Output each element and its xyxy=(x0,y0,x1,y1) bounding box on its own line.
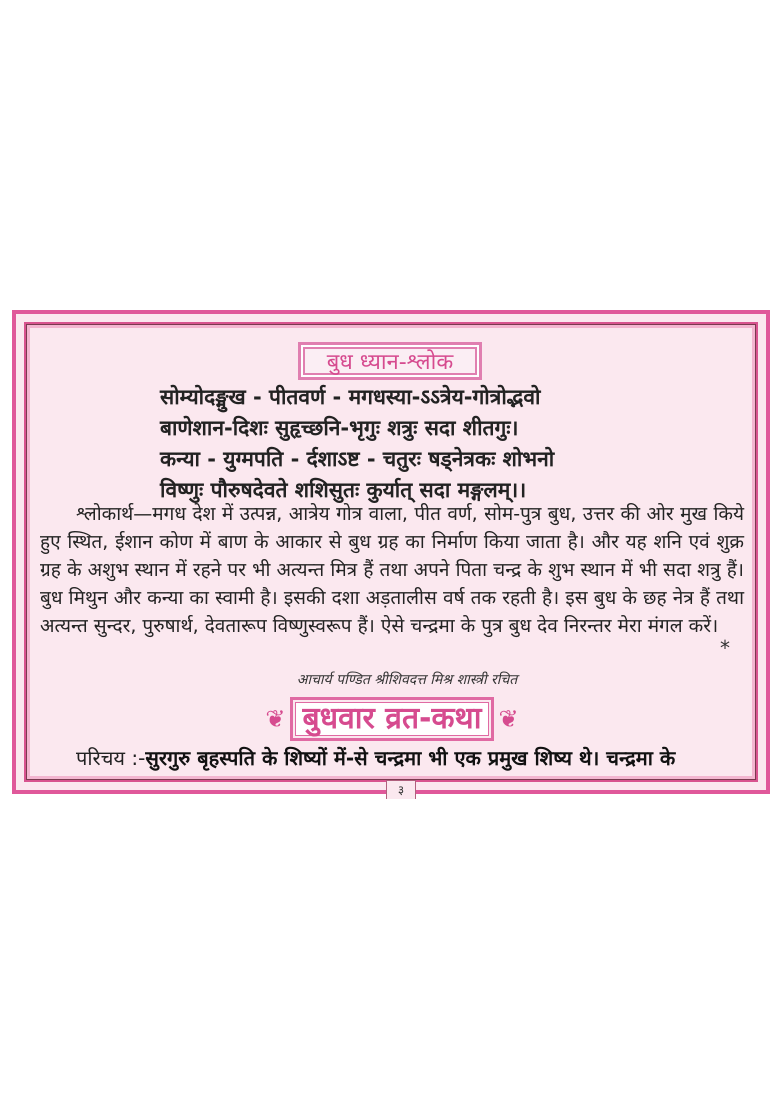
ornament-right-icon: ❦ xyxy=(498,705,519,733)
verse-line: विष्णुः पौरुषदेवते शशिसुतः कुर्यात् सदा मङ्गलम्।। xyxy=(160,478,527,502)
verse-line: सोम्योदङ्मुख - पीतवर्ण - मगधस्या-ऽऽत्रेय-गोत्रोद्भवो xyxy=(160,385,541,409)
meaning-text: श्लोकार्थ—मगध देश में उत्पन्न, आत्रेय गोत्र वाला, पीत वर्ण, सोम-पुत्र बुध, उत्तर की ओर मुख किये हुए स्थित, ईशान कोण में बाण के आकार से बुध ग्रह का निर्माण किया जाता है। और यह शनि एवं शुक्र ग्रह के अशुभ स्थान में रहने पर भी अत्यन्त मित्र हैं तथा अपने पिता चन्द्र के शुभ स्थान में भी सदा शत्रु हैं। बुध मिथुन और कन्या का स्वामी है। इसकी दशा अड़तालीस वर्ष तक रहती है। इस बुध के छह नेत्र हैं तथा अत्यन्त सुन्दर, पुरुषार्थ, देवतारूप विष्णुस्वरूप हैं। ऐसे चन्द्रमा के पुत्र बुध देव निरन्तर मेरा मंगल करें। xyxy=(40,503,744,637)
author-credit: आचार्य पण्डित श्रीशिवदत्त मिश्र शास्त्री रचित xyxy=(296,672,518,688)
verse-line: कन्या - युग्मपति - र्दशाऽष्ट - चतुरः षड्नेत्रकः शोभनो xyxy=(160,447,555,471)
katha-heading xyxy=(220,698,564,740)
verse-block xyxy=(160,382,680,506)
page-number: ३ xyxy=(386,780,416,799)
intro-line xyxy=(76,744,756,772)
meaning-paragraph xyxy=(40,500,744,640)
katha-title: बुधवार व्रत-कथा xyxy=(290,697,495,741)
page-card xyxy=(12,310,770,797)
ornament-left-icon: ❦ xyxy=(265,705,286,733)
star-mark: * xyxy=(720,636,730,660)
intro-label: परिचय :- xyxy=(76,746,146,770)
intro-text: सुरगुरु बृहस्पति के शिष्यों में-से चन्द्रमा भी एक प्रमुख शिष्य थे। चन्द्रमा के xyxy=(145,746,676,770)
verse-line: बाणेशान-दिशः सुहृच्छनि-भृगुः शत्रुः सदा शीतगुः। xyxy=(160,416,519,440)
shloka-title: बुध ध्यान-श्लोक xyxy=(298,342,482,380)
